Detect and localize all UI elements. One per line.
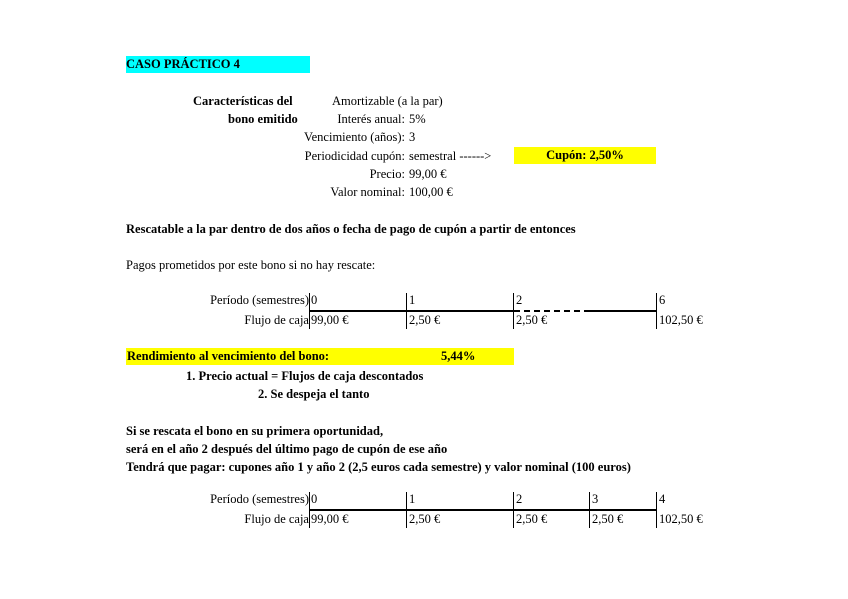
timeline-1-tick: [309, 293, 310, 329]
precio-value: 99,00 €: [409, 167, 447, 181]
periodicidad-label: Periodicidad cupón:: [304, 149, 405, 163]
timeline-2-flow: 102,50 €: [659, 512, 703, 526]
timeline-2-tick: [656, 492, 657, 528]
rescatable-text: Rescatable a la par dentro de dos años o fecha de pago de cupón a partir de entonces: [126, 222, 576, 236]
timeline-2-tick: [513, 492, 514, 528]
timeline-1-period: 0: [311, 293, 318, 307]
timeline-2-period: 3: [592, 492, 599, 506]
timeline-1-flow: 99,00 €: [311, 313, 349, 327]
timeline-1-flow: 2,50 €: [409, 313, 441, 327]
cupon-box-text: Cupón: 2,50%: [546, 148, 624, 162]
timeline-1-tick: [406, 293, 407, 329]
timeline-1-period: 1: [409, 293, 416, 307]
timeline-2-tick: [309, 492, 310, 528]
timeline-1-period: 6: [659, 293, 666, 307]
rendimiento-label: Rendimiento al vencimiento del bono:: [127, 349, 330, 363]
timeline-2-flow: 2,50 €: [516, 512, 548, 526]
timeline-1-flow: 102,50 €: [659, 313, 703, 327]
timeline-2-flow: 2,50 €: [409, 512, 441, 526]
rescate-line-1: Si se rescata el bono en su primera oportunidad,: [126, 424, 384, 438]
timeline-1-period: 2: [516, 293, 523, 307]
rescate-line-3: Tendrá que pagar: cupones año 1 y año 2 (2,5 euros cada semestre) y valor nominal (100 euros): [126, 460, 631, 474]
timeline-2-flow-label: Flujo de caja: [244, 512, 309, 526]
timeline-2-flow: 99,00 €: [311, 512, 349, 526]
timeline-2-tick: [589, 492, 590, 528]
timeline-1-tick: [513, 293, 514, 329]
timeline-2-period: 0: [311, 492, 318, 506]
interes-label: Interés anual:: [337, 112, 405, 126]
timeline-1-period-label: Período (semestres): [210, 293, 309, 307]
interes-value: 5%: [409, 112, 426, 126]
timeline-1-flow: 2,50 €: [516, 313, 548, 327]
pagos-text: Pagos prometidos por este bono si no hay rescate:: [126, 258, 376, 272]
timeline-2-period: 1: [409, 492, 416, 506]
caracteristicas-heading-line1: Características del: [193, 94, 293, 108]
rendimiento-step-1: 1. Precio actual = Flujos de caja descontados: [186, 369, 424, 383]
caracteristicas-heading-line2: bono emitido: [228, 112, 298, 126]
timeline-2-period-label: Período (semestres): [210, 492, 309, 506]
rescate-line-2: será en el año 2 después del último pago de cupón de ese año: [126, 442, 448, 456]
page-title-text: CASO PRÁCTICO 4: [126, 57, 240, 71]
page-title: [126, 56, 310, 73]
vencimiento-label: Vencimiento (años):: [303, 130, 405, 144]
rendimiento-value: 5,44%: [441, 349, 476, 363]
valor-nominal-value: 100,00 €: [409, 185, 453, 199]
precio-label: Precio:: [369, 167, 405, 181]
timeline-1-axis-solid-b: [590, 310, 657, 312]
vencimiento-value: 3: [409, 130, 416, 144]
timeline-2-period: 4: [659, 492, 666, 506]
amortizable-value: Amortizable (a la par): [332, 94, 443, 108]
timeline-1-flow-label: Flujo de caja: [244, 313, 309, 327]
timeline-2-flow: 2,50 €: [592, 512, 624, 526]
timeline-2-tick: [406, 492, 407, 528]
rendimiento-step-2: 2. Se despeja el tanto: [258, 387, 370, 401]
timeline-2-period: 2: [516, 492, 523, 506]
timeline-1-tick: [656, 293, 657, 329]
periodicidad-value: semestral ------>: [409, 149, 492, 163]
cupon-box: [514, 147, 656, 164]
valor-nominal-label: Valor nominal:: [330, 185, 405, 199]
